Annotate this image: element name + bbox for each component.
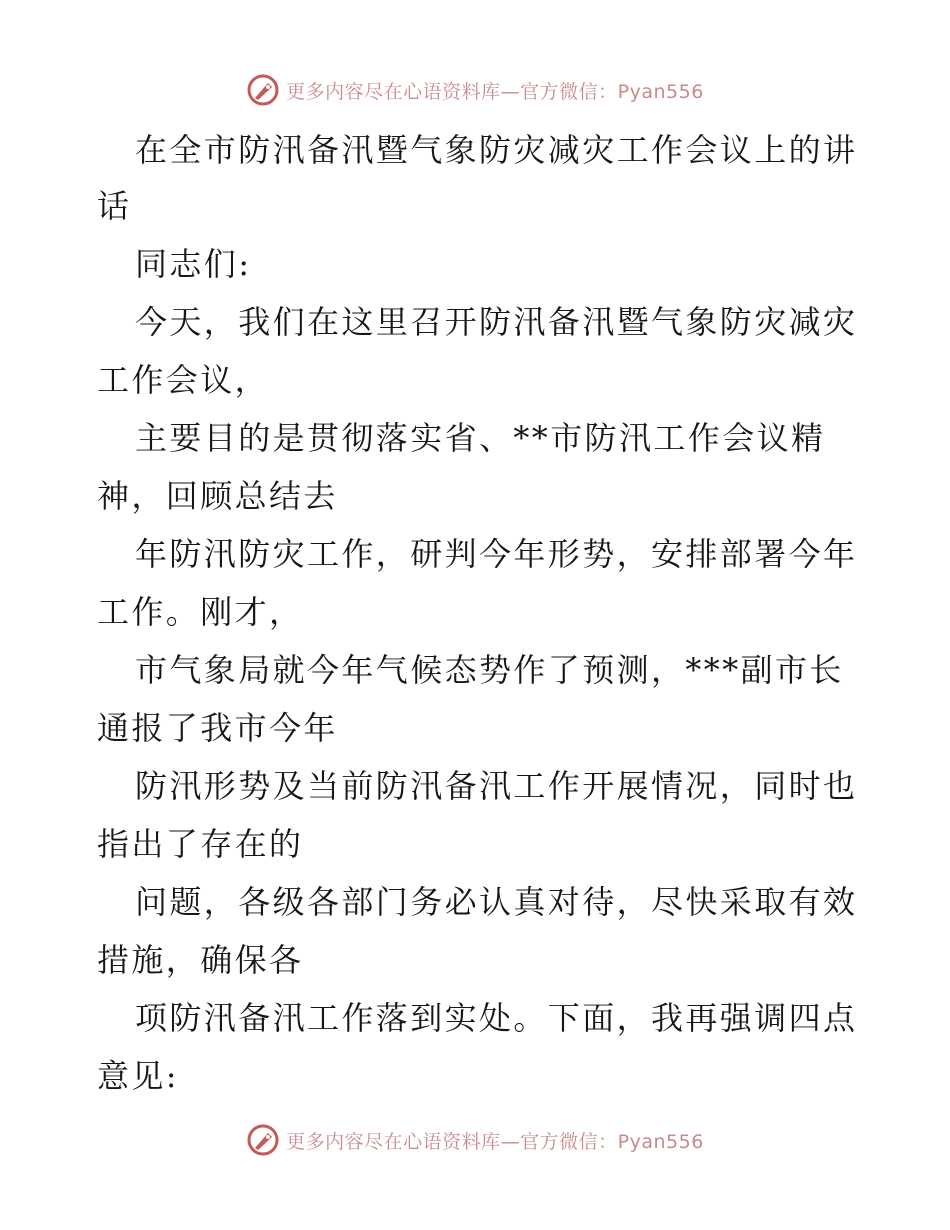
- text-line: 工作。刚才，: [97, 593, 304, 631]
- text-line: 神，回顾总结去: [97, 477, 338, 515]
- watermark-text: 更多内容尽在心语资料库—官方微信：Pyan556: [286, 1130, 704, 1153]
- text-line: 通报了我市今年: [97, 709, 338, 747]
- pen-nib-circle-icon: [246, 1123, 280, 1157]
- text-line: 市气象局就今年气候态势作了预测，***副市长: [135, 651, 844, 689]
- text-line: 问题，各级各部门务必认真对待，尽快采取有效: [135, 883, 858, 921]
- text-line: 话: [97, 187, 132, 225]
- text-line: 主要目的是贯彻落实省、**市防汛工作会议精: [135, 419, 826, 457]
- text-line: 防汛形势及当前防汛备汛工作开展情况，同时也: [135, 767, 858, 805]
- text-line: 意见:: [97, 1057, 179, 1095]
- text-line: 今天，我们在这里召开防汛备汛暨气象防灾减灾: [135, 303, 858, 341]
- footer-watermark: [0, 1120, 950, 1160]
- salutation: 同志们:: [135, 245, 252, 283]
- text-line: 工作会议，: [97, 361, 270, 399]
- text-line: 在全市防汛备汛暨气象防灾减灾工作会议上的讲: [135, 131, 858, 169]
- text-line: 指出了存在的: [97, 825, 304, 863]
- watermark-text: 更多内容尽在心语资料库—官方微信：Pyan556: [286, 80, 704, 103]
- pen-nib-circle-icon: [246, 73, 280, 107]
- text-line: 年防汛防灾工作，研判今年形势，安排部署今年: [135, 535, 858, 573]
- text-line: 项防汛备汛工作落到实处。下面，我再强调四点: [135, 999, 858, 1037]
- text-line: 措施，确保各: [97, 941, 304, 979]
- header-watermark: [0, 70, 950, 110]
